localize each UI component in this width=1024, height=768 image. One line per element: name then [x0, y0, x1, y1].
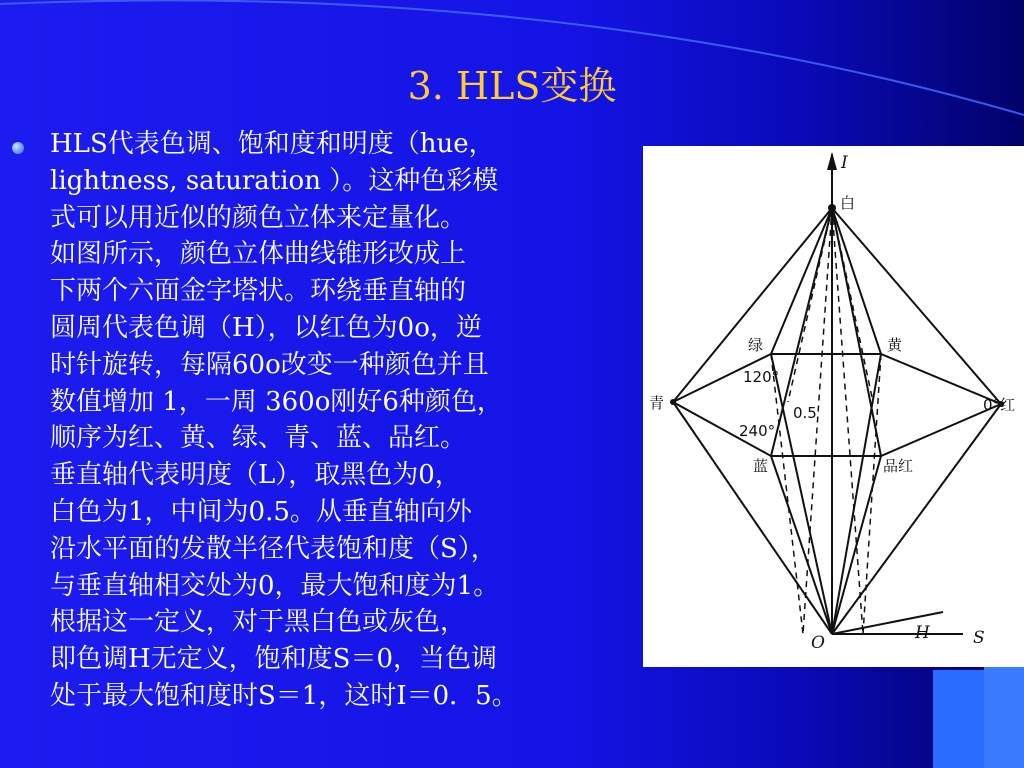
- edge-bottom-magenta: [832, 456, 881, 634]
- yellow-label: 黄: [887, 336, 903, 354]
- magenta-label: 品红: [883, 457, 914, 475]
- bullet-paragraph: [50, 126, 635, 715]
- bullet-line: 式可以用近似的颜色立体来定量化。: [50, 202, 467, 233]
- red-label: 0°红: [983, 396, 1016, 414]
- bullet-icon: [12, 142, 24, 154]
- axis-arrow-icon: [827, 152, 837, 170]
- bullet-line: 数值增加 1，一周 360o刚好6种颜色，: [50, 386, 503, 417]
- origin-label: O: [811, 633, 825, 653]
- bullet-line: 下两个六面金字塔状。环绕垂直轴的: [50, 276, 467, 307]
- bullet-line: 处于最大饱和度时S＝1，这时I＝0．5。: [50, 680, 518, 711]
- hue-label: H: [915, 623, 930, 643]
- slide-title: 3. HLS变换: [407, 64, 617, 108]
- hls-double-hexcone-figure: [643, 146, 1024, 667]
- edge-top-red: [832, 208, 1001, 404]
- dashed-edge: [832, 208, 863, 634]
- dashed-edge: [771, 354, 803, 634]
- axis-i-label: I: [841, 153, 848, 173]
- cyan-vertex: [670, 399, 676, 405]
- mid-label: 0.5: [793, 404, 817, 422]
- bullet-line: 沿水平面的发散半径代表饱和度（S），: [50, 533, 497, 564]
- cyan-label: 青: [649, 394, 665, 412]
- bullet-line: 垂直轴代表明度（L），取黑色为0，: [50, 460, 461, 491]
- bullet-line: 与垂直轴相交处为0，最大饱和度为1。: [50, 570, 500, 601]
- bullet-line: 顺序为红、黄、绿、青、蓝、品红。: [50, 423, 467, 454]
- bullet-line: 如图所示，颜色立体曲线锥形改成上: [50, 239, 467, 270]
- edge-bottom-red: [832, 404, 1001, 634]
- deg-120-label: 120°: [743, 368, 780, 386]
- bullet-line: 圆周代表色调（H），以红色为0o，逆: [50, 312, 482, 343]
- blue-label: 蓝: [753, 457, 769, 475]
- bullet-line: 白色为1，中间为0.5。从垂直轴向外: [50, 496, 472, 527]
- bullet-line: 根据这一定义，对于黑白色或灰色，: [50, 607, 467, 638]
- hls-diagram: [643, 146, 1024, 667]
- bullet-line: 即色调H无定义，饱和度S＝0，当色调: [50, 644, 498, 675]
- saturation-label: S: [973, 628, 985, 648]
- bullet-line: HLS代表色调、饱和度和明度（hue，: [50, 129, 495, 159]
- white-vertex: [828, 204, 836, 212]
- edge-bottom-blue: [771, 456, 832, 634]
- hexagon: [673, 354, 1001, 456]
- bullet-line: 时针旋转，每隔60o改变一种颜色并且: [50, 349, 489, 380]
- bullet-line: lightness, saturation ）。这种色彩模: [50, 165, 499, 196]
- edge-bottom-green: [771, 354, 832, 634]
- edge-bottom-yellow: [832, 354, 881, 634]
- green-label: 绿: [748, 336, 764, 354]
- white-label: 白: [840, 194, 856, 212]
- deg-240-label: 240°: [739, 422, 776, 440]
